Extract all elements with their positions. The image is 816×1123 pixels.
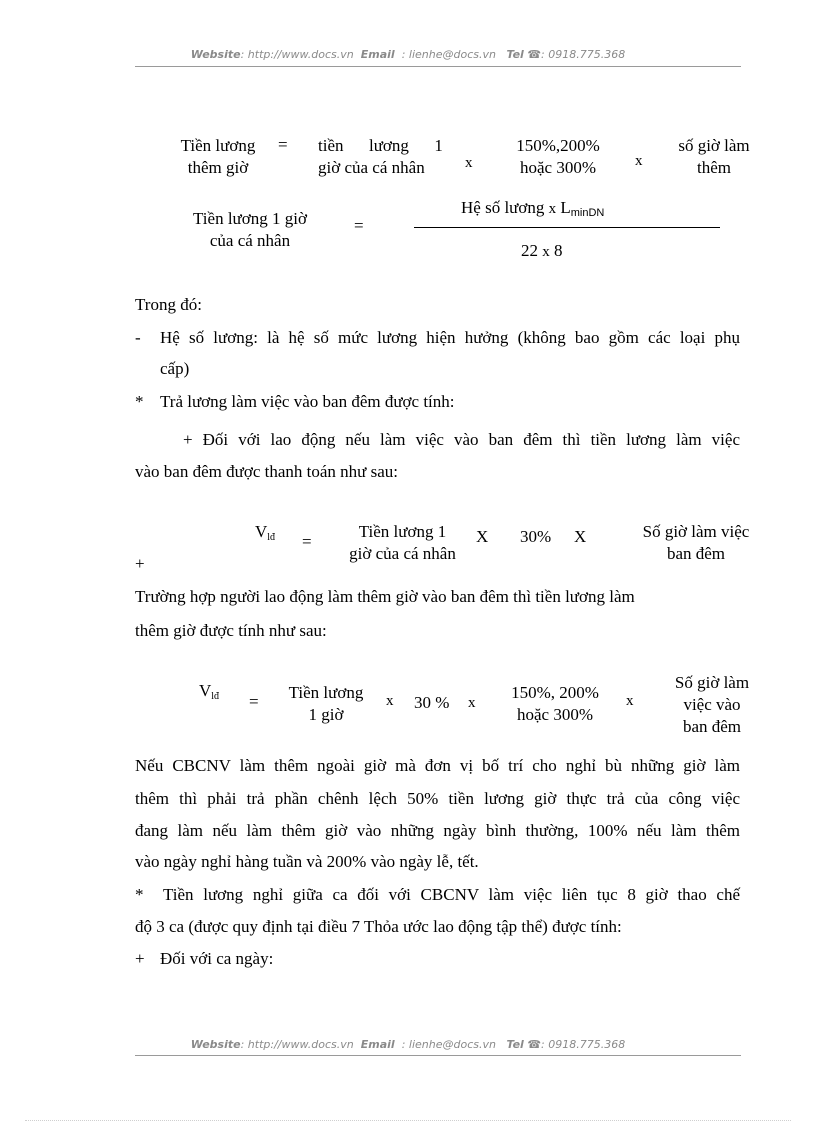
- formula2-l-subscript: minDN: [570, 207, 605, 219]
- formula4-equals: =: [249, 692, 259, 711]
- text-truong-hop-line1: Trường hợp người lao động làm thêm giờ vào ban đêm thì tiền lương làm: [135, 587, 635, 606]
- formula1-c-line1: số giờ làm: [678, 136, 750, 155]
- formula2-denominator-times: x: [542, 244, 550, 260]
- email-label: Email: [360, 48, 395, 61]
- formula4-times-3: x: [626, 693, 634, 709]
- email-value[interactable]: : lienhe@docs.vn: [401, 48, 496, 61]
- text-he-so-line2: cấp): [160, 359, 190, 378]
- header-rule: [135, 66, 741, 67]
- text-trong-do: Trong đó:: [135, 295, 202, 314]
- formula3-equals: =: [302, 532, 312, 551]
- footer-tel-value: : 0918.775.368: [541, 1038, 626, 1051]
- formula1-c-line2: thêm: [697, 158, 731, 177]
- text-he-so-line1: Hệ số lương: là hệ số mức lương hiện hưởng (không bao gồm các loại phụ: [160, 328, 740, 347]
- formula4-c-line3: ban đêm: [682, 717, 742, 736]
- website-label: Website: [190, 48, 241, 61]
- text-nghi-line2: độ 3 ca (được quy định tại điều 7 Thỏa ước lao động tập thể) được tính:: [135, 917, 622, 936]
- formula3-a-line2: giờ của cá nhân: [349, 544, 456, 563]
- formula3-times-1: X: [476, 527, 489, 546]
- text-neu-line1: Nếu CBCNV làm thêm ngoài giờ mà đơn vị bố trí cho nghỉ bù những giờ làm: [135, 756, 740, 775]
- formula4-c-line1: Số giờ làm: [674, 673, 750, 692]
- bullet-dash: -: [135, 328, 141, 347]
- formula2-numerator-text: Hệ số lương: [461, 198, 545, 217]
- formula4-v: [199, 681, 219, 702]
- text-nghi-line1: Tiền lương nghỉ giữa ca đối với CBCNV làm việc liên tục 8 giờ thao chế: [163, 885, 740, 904]
- formula1-b-line1: 150%,200%: [516, 136, 600, 155]
- formula3-v-symbol: V: [255, 522, 268, 541]
- page-edge-dots: [25, 1120, 791, 1121]
- formula4-v-symbol: V: [199, 681, 212, 700]
- formula2-l-symbol: L: [560, 198, 571, 217]
- formula2-numerator: [461, 198, 604, 219]
- formula1-equals: =: [278, 135, 288, 154]
- bullet-star-2: *: [135, 885, 144, 904]
- formula1-lhs-line1: Tiền lương: [180, 136, 256, 155]
- bullet-star-1: *: [135, 392, 144, 411]
- text-doi-voi-line2: vào ban đêm được thanh toán như sau:: [135, 462, 398, 481]
- formula2-lhs-line1: Tiền lương 1 giờ: [193, 209, 307, 228]
- fraction-bar: [414, 227, 720, 228]
- formula2-denominator-b: 8: [554, 241, 563, 260]
- footer-rule: [135, 1055, 741, 1056]
- formula4-a-line2: 1 giờ: [308, 705, 344, 724]
- text-neu-line3: đang làm nếu làm thêm giờ vào những ngày bình thường, 100% nếu làm thêm: [135, 821, 740, 840]
- formula3-pct: 30%: [520, 527, 552, 546]
- text-neu-line4: vào ngày nghỉ hàng tuần và 200% vào ngày lễ, tết.: [135, 852, 479, 871]
- tel-label: Tel: [506, 48, 524, 61]
- footer-tel-label: Tel: [506, 1038, 524, 1051]
- formula1-a-line1: tiền lương 1: [318, 136, 443, 155]
- phone-icon: ☎: [527, 48, 542, 61]
- formula4-c-line2: việc vào: [683, 695, 741, 714]
- text-doi-voi-line1: + Đối với lao động nếu làm việc vào ban đêm thì tiền lương làm việc: [183, 430, 740, 449]
- page-header: [0, 48, 816, 61]
- formula2-equals: =: [354, 216, 364, 235]
- formula4-b-line1: 150%, 200%: [511, 683, 599, 702]
- formula3-times-2: X: [574, 527, 587, 546]
- text-tra-luong: Trả lương làm việc vào ban đêm được tính:: [160, 392, 455, 411]
- footer-email-label: Email: [360, 1038, 395, 1051]
- website-url[interactable]: : http://www.docs.vn: [240, 48, 354, 61]
- formula4-a-line1: Tiền lương: [288, 683, 364, 702]
- formula4-pct: 30 %: [414, 693, 450, 712]
- formula2-times: x: [548, 201, 557, 217]
- formula1-times-2: x: [635, 153, 643, 169]
- formula4-b-line2: hoặc 300%: [516, 705, 593, 724]
- formula3-c-line1: Số giờ làm việc: [642, 522, 750, 541]
- text-truong-hop-line2: thêm giờ được tính như sau:: [135, 621, 327, 640]
- plus-sign: +: [135, 554, 145, 573]
- footer-website-url[interactable]: : http://www.docs.vn: [240, 1038, 354, 1051]
- formula3-v: [255, 522, 275, 543]
- tel-value: : 0918.775.368: [541, 48, 626, 61]
- formula1-a-line2: giờ của cá nhân: [318, 158, 425, 177]
- formula3-a-line1: Tiền lương 1: [358, 522, 447, 541]
- formula1-lhs-line2: thêm giờ: [187, 158, 249, 177]
- formula2-denominator: [521, 241, 563, 261]
- footer-phone-icon: ☎: [527, 1038, 542, 1051]
- formula4-v-subscript: lđ: [211, 691, 220, 702]
- page-footer: [0, 1038, 816, 1051]
- formula4-times-1: x: [386, 693, 394, 709]
- formula2-denominator-a: 22: [521, 241, 538, 260]
- formula3-v-subscript: lđ: [267, 532, 276, 543]
- footer-website-label: Website: [190, 1038, 241, 1051]
- bullet-plus: +: [135, 949, 145, 968]
- text-neu-line2: thêm thì phải trả phần chênh lệch 50% tiền lương giờ thực trả của công việc: [135, 789, 740, 808]
- formula2-lhs-line2: của cá nhân: [209, 231, 291, 250]
- footer-email-value[interactable]: : lienhe@docs.vn: [401, 1038, 496, 1051]
- formula4-times-2: x: [468, 695, 476, 711]
- formula3-c-line2: ban đêm: [666, 544, 726, 563]
- formula1-b-line2: hoặc 300%: [519, 158, 596, 177]
- formula1-times-1: x: [465, 155, 473, 171]
- text-ca-ngay: Đối với ca ngày:: [160, 949, 274, 968]
